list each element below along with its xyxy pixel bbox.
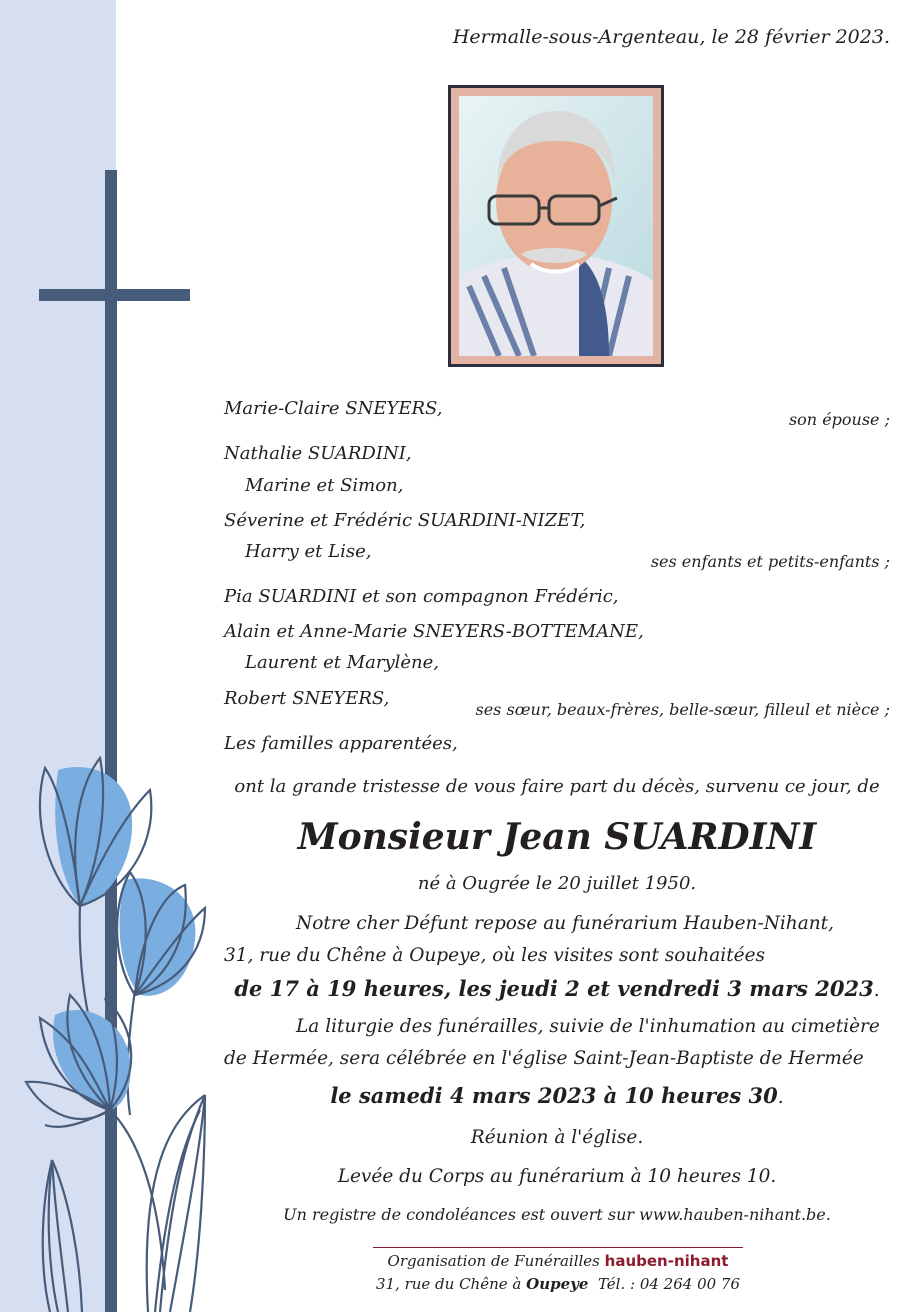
cross-and-tulips-decoration (0, 0, 230, 1312)
family-role: son épouse ; (788, 410, 890, 429)
church-meeting: Réunion à l'église. (470, 1127, 644, 1148)
family-line: Marie-Claire SNEYERS, (224, 398, 443, 419)
family-line: Marine et Simon, (245, 475, 404, 496)
visit-hours-text: de 17 à 19 heures, les jeudi 2 et vendredi 3 mars 2023 (234, 976, 874, 1001)
family-line: Pia SUARDINI et son compagnon Frédéric, (224, 586, 619, 607)
family-line: Harry et Lise, (245, 541, 372, 562)
organization-address (373, 1275, 743, 1293)
condolence-registry: Un registre de condoléances est ouvert sur www.hauben-nihant.be. (283, 1205, 831, 1224)
footer-divider (373, 1247, 743, 1248)
family-role: ses sœur, beaux-frères, belle-sœur, filleul et nièce ; (475, 700, 890, 719)
family-line: Nathalie SUARDINI, (224, 443, 412, 464)
birth-info: né à Ougrée le 20 juillet 1950. (417, 873, 697, 894)
org-label: Organisation de Funérailles (387, 1252, 600, 1270)
family-line: Les familles apparentées, (224, 733, 458, 754)
portrait-photo-frame (448, 85, 664, 367)
announcement-intro: ont la grande tristesse de vous faire part du décès, survenu ce jour, de (234, 776, 880, 797)
place-date: Hermalle-sous-Argenteau, le 28 février 2023. (452, 26, 890, 48)
funeral-datetime: le samedi 4 mars 2023 à 10 heures 30. (330, 1083, 784, 1108)
deceased-name: Monsieur Jean SUARDINI (297, 816, 817, 858)
funeral-datetime-text: le samedi 4 mars 2023 à 10 heures 30 (330, 1083, 778, 1108)
brand-logo: hauben-nihant (604, 1252, 729, 1270)
family-line: Séverine et Frédéric SUARDINI-NIZET, (224, 510, 586, 531)
visit-line: Notre cher Défunt repose au funérarium Hauben-Nihant, (296, 913, 834, 934)
levee-du-corps: Levée du Corps au funérarium à 10 heures 10. (337, 1166, 777, 1187)
org-street: 31, rue du Chêne à (375, 1275, 522, 1293)
funeral-organization (373, 1252, 743, 1270)
family-line: Robert SNEYERS, (224, 688, 390, 709)
family-line: Laurent et Marylène, (245, 652, 440, 673)
visit-line: 31, rue du Chêne à Oupeye, où les visites sont souhaitées (224, 945, 766, 966)
family-line: Alain et Anne-Marie SNEYERS-BOTTEMANE, (224, 621, 644, 642)
family-role: ses enfants et petits-enfants ; (650, 552, 890, 571)
visit-hours: de 17 à 19 heures, les jeudi 2 et vendredi 3 mars 2023. (234, 976, 880, 1001)
portrait-photo (459, 96, 653, 356)
org-phone: Tél. : 04 264 00 76 (597, 1275, 741, 1293)
funeral-line: La liturgie des funérailles, suivie de l'inhumation au cimetière (296, 1016, 880, 1037)
org-town: Oupeye (526, 1275, 589, 1293)
portrait-icon (459, 96, 653, 356)
funeral-line: de Hermée, sera célébrée en l'église Saint-Jean-Baptiste de Hermée (224, 1048, 864, 1069)
